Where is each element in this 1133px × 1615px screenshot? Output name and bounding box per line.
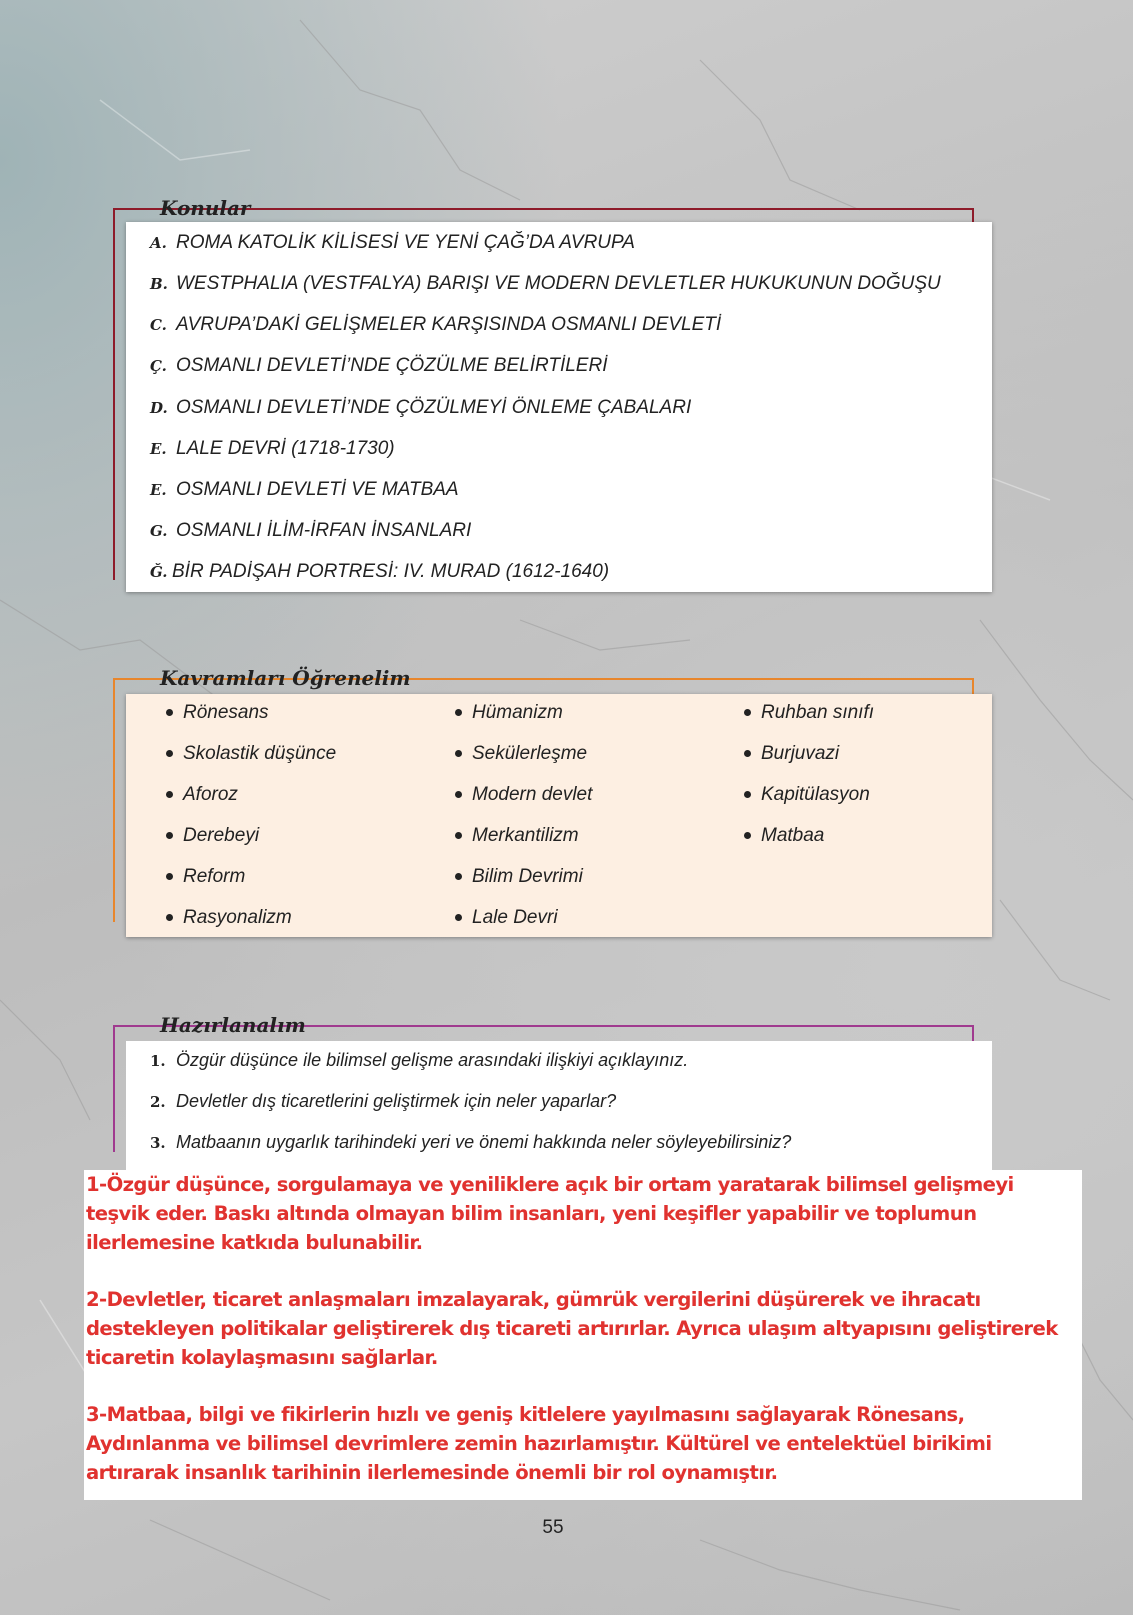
topics-panel	[126, 222, 992, 592]
concept-label: Matbaa	[761, 825, 825, 846]
bullet-icon	[744, 709, 751, 716]
concept-label: Merkantilizm	[472, 825, 579, 846]
bullet-icon	[744, 832, 751, 839]
bullet-icon	[166, 750, 173, 757]
topics-title: Konular	[160, 196, 251, 220]
topic-text: LALE DEVRİ (1718-1730)	[176, 438, 395, 459]
topic-f	[150, 479, 459, 501]
answer-1	[86, 1170, 1076, 1257]
topic-letter: E.	[150, 440, 167, 458]
concept-item	[455, 825, 579, 847]
answer-2	[86, 1285, 1076, 1372]
concept-label: Kapitülasyon	[761, 784, 870, 805]
concept-item	[166, 743, 336, 765]
concept-label: Bilim Devrimi	[472, 866, 583, 887]
topic-text: OSMANLI DEVLETİ’NDE ÇÖZÜLMEYİ ÖNLEME ÇABALARI	[176, 397, 692, 418]
topic-b	[150, 273, 941, 295]
topic-letter: D.	[150, 399, 168, 417]
answer-line: ilerlemesine katkıda bulunabilir.	[86, 1231, 423, 1254]
topic-letter: Ğ.	[150, 563, 168, 581]
bullet-icon	[166, 873, 173, 880]
question-number: 3.	[150, 1134, 166, 1152]
topic-g	[150, 520, 471, 542]
concept-item	[744, 784, 870, 806]
prep-title: Hazırlanalım	[160, 1013, 306, 1037]
page-number: 55	[542, 1517, 564, 1538]
concept-label: Rönesans	[183, 702, 269, 723]
topic-text: OSMANLI DEVLETİ VE MATBAA	[176, 479, 459, 500]
concept-item	[455, 866, 583, 888]
concept-item	[744, 702, 874, 724]
bullet-icon	[455, 873, 462, 880]
concept-label: Aforoz	[183, 784, 238, 805]
topic-letter: C.	[150, 316, 167, 334]
answers-box	[84, 1170, 1082, 1500]
concept-item	[166, 702, 269, 724]
concept-label: Burjuvazi	[761, 743, 840, 764]
answer-line: ticaretin kolaylaşmasını sağlarlar.	[86, 1346, 438, 1369]
answer-3	[86, 1400, 1076, 1487]
concepts-panel	[126, 694, 992, 937]
concept-item	[455, 907, 558, 929]
topic-text: ROMA KATOLİK KİLİSESİ VE YENİ ÇAĞ’DA AVRUPA	[176, 232, 635, 253]
concept-item	[455, 702, 563, 724]
answer-line: 2-Devletler, ticaret anlaşmaları imzalayarak, gümrük vergilerini düşürerek ve ihracatı	[86, 1288, 981, 1311]
question-3	[150, 1132, 791, 1153]
question-text: Matbaanın uygarlık tarihindeki yeri ve önemi hakkında neler söyleyebilirsiniz?	[176, 1132, 792, 1152]
answer-line: teşvik eder. Baskı altında olmayan bilim insanları, yeni keşifler yapabilir ve toplumun	[86, 1202, 977, 1225]
concept-item	[455, 743, 587, 765]
topic-gg	[150, 561, 609, 583]
concept-item	[166, 784, 238, 806]
bullet-icon	[455, 709, 462, 716]
concept-item	[166, 825, 259, 847]
bullet-icon	[744, 750, 751, 757]
topic-a	[150, 232, 635, 254]
topic-d	[150, 397, 691, 419]
prep-panel	[126, 1041, 992, 1171]
topic-cc	[150, 355, 607, 377]
concept-label: Ruhban sınıfı	[761, 702, 875, 723]
answer-line: 1-Özgür düşünce, sorgulamaya ve yeniliklere açık bir ortam yaratarak bilimsel gelişmeyi	[86, 1173, 1014, 1196]
question-2	[150, 1091, 616, 1112]
concept-label: Derebeyi	[183, 825, 260, 846]
topic-e	[150, 438, 395, 460]
topic-text: BİR PADİŞAH PORTRESİ: IV. MURAD (1612-1640)	[172, 561, 610, 582]
concept-label: Reform	[183, 866, 246, 887]
bullet-icon	[166, 709, 173, 716]
topic-letter: E.	[150, 481, 167, 499]
concept-item	[455, 784, 592, 806]
concept-label: Lale Devri	[472, 907, 558, 928]
concept-item	[166, 866, 245, 888]
topic-text: AVRUPA’DAKİ GELİŞMELER KARŞISINDA OSMANLI DEVLETİ	[176, 314, 722, 335]
answer-line: Aydınlanma ve bilimsel devrimlere zemin hazırlamıştır. Kültürel ve entelektüel birikimi	[86, 1432, 992, 1455]
bullet-icon	[166, 832, 173, 839]
bullet-icon	[455, 914, 462, 921]
bullet-icon	[744, 791, 751, 798]
bullet-icon	[455, 791, 462, 798]
topic-letter: B.	[150, 275, 168, 293]
concept-label: Rasyonalizm	[183, 907, 292, 928]
topic-letter: A.	[150, 234, 167, 252]
topic-c	[150, 314, 721, 336]
topic-letter: Ç.	[150, 357, 167, 375]
question-text: Özgür düşünce ile bilimsel gelişme arasındaki ilişkiyi açıklayınız.	[176, 1050, 689, 1070]
answer-line: destekleyen politikalar geliştirerek dış ticareti artırırlar. Ayrıca ulaşım altyapısını geliştirerek	[86, 1317, 1058, 1340]
concept-item	[744, 743, 839, 765]
bullet-icon	[455, 750, 462, 757]
topic-letter: G.	[150, 522, 168, 540]
bullet-icon	[166, 914, 173, 921]
concepts-title: Kavramları Öğrenelim	[160, 666, 411, 690]
bullet-icon	[455, 832, 462, 839]
concept-item	[744, 825, 824, 847]
concept-label: Sekülerleşme	[472, 743, 588, 764]
concept-label: Modern devlet	[472, 784, 593, 805]
question-text: Devletler dış ticaretlerini geliştirmek için neler yaparlar?	[176, 1091, 617, 1111]
answer-line: 3-Matbaa, bilgi ve fikirlerin hızlı ve geniş kitlelere yayılmasını sağlayarak Rönesans,	[86, 1403, 965, 1426]
concept-label: Skolastik düşünce	[183, 743, 337, 764]
question-number: 2.	[150, 1093, 166, 1111]
concept-label: Hümanizm	[472, 702, 563, 723]
concept-item	[166, 907, 292, 929]
topic-text: OSMANLI DEVLETİ’NDE ÇÖZÜLME BELİRTİLERİ	[176, 355, 608, 376]
topic-text: OSMANLI İLİM-İRFAN İNSANLARI	[176, 520, 472, 541]
question-number: 1.	[150, 1052, 166, 1070]
answer-line: artırarak insanlık tarihinin ilerlemesinde önemli bir rol oynamıştır.	[86, 1461, 778, 1484]
bullet-icon	[166, 791, 173, 798]
question-1	[150, 1050, 688, 1071]
topic-text: WESTPHALIA (VESTFALYA) BARIŞI VE MODERN DEVLETLER HUKUKUNUN DOĞUŞU	[176, 273, 941, 294]
concepts-frame-left-line	[113, 678, 115, 920]
